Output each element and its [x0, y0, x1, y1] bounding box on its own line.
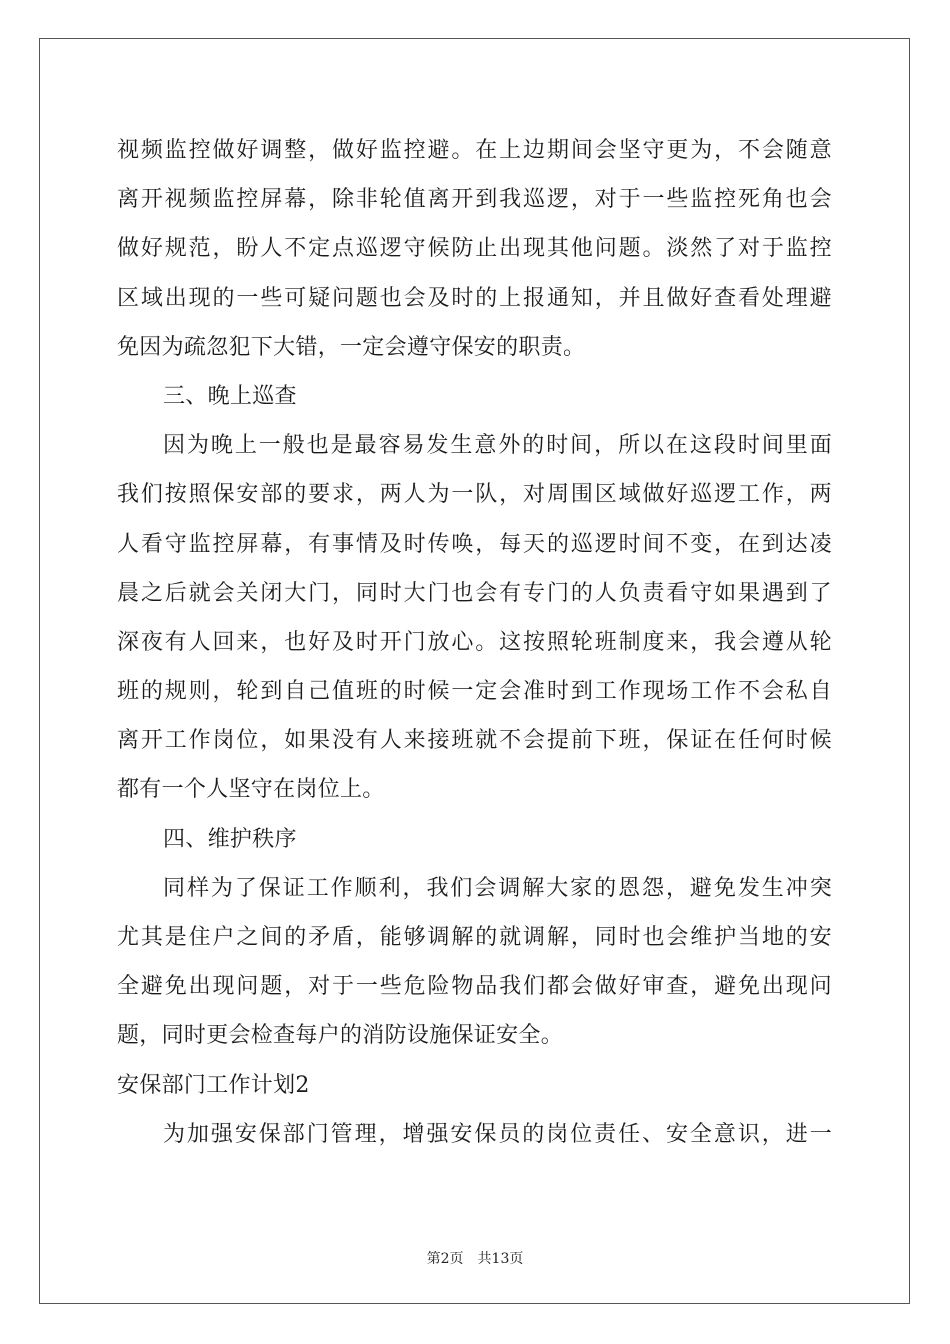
heading-maintain-order: 四、维护秩序: [163, 826, 297, 852]
paragraph-line: 我们按照保安部的要求，两人为一队，对周围区域做好巡逻工作，两: [117, 482, 832, 508]
paragraph-line: 离开视频监控屏幕，除非轮值离开到我巡逻，对于一些监控死角也会: [117, 187, 832, 213]
paragraph-line: 人看守监控屏幕，有事情及时传唤，每天的巡逻时间不变，在到达凌: [117, 531, 832, 557]
paragraph-line: 为加强安保部门管理，增强安保员的岗位责任、安全意识，进一: [163, 1121, 832, 1147]
page-footer: [0, 1248, 950, 1268]
paragraph-line: 视频监控做好调整，做好监控避。在上边期间会坚守更为，不会随意: [117, 138, 832, 163]
paragraph-line: 都有一个人坚守在岗位上。: [117, 777, 385, 803]
page-number: 第2页: [426, 1251, 464, 1267]
document-body: [117, 126, 832, 1159]
total-pages: 共13页: [477, 1251, 524, 1267]
heading-night-patrol: 三、晚上巡查: [163, 383, 297, 409]
section-title: 安保部门工作计划2: [117, 1072, 310, 1098]
paragraph-line: 尤其是住户之间的矛盾，能够调解的就调解，同时也会维护当地的安: [117, 925, 832, 950]
paragraph-line: 区域出现的一些可疑问题也会及时的上报通知，并且做好查看处理避: [117, 285, 832, 311]
paragraph-line: 离开工作岗位，如果没有人来接班就不会提前下班，保证在任何时候: [117, 728, 832, 754]
paragraph-line: 做好规范，盼人不定点巡逻守候防止出现其他问题。淡然了对于监控: [117, 236, 832, 262]
paragraph-line: 深夜有人回来，也好及时开门放心。这按照轮班制度来，我会遵从轮: [117, 629, 832, 655]
paragraph-line: 晨之后就会关闭大门，同时大门也会有专门的人负责看守如果遇到了: [117, 580, 832, 606]
paragraph-line: 题，同时更会检查每户的消防设施保证安全。: [117, 1023, 564, 1049]
paragraph-line: 班的规则，轮到自己值班的时候一定会准时到工作现场工作不会私自: [117, 679, 832, 705]
paragraph-line: 同样为了保证工作顺利，我们会调解大家的恩怨，避免发生冲突: [163, 875, 832, 901]
paragraph-line: 因为晚上一般也是最容易发生意外的时间，所以在这段时间里面: [163, 433, 832, 459]
paragraph-line: 免因为疏忽犯下大错，一定会遵守保安的职责。: [117, 334, 586, 360]
paragraph-line: 全避免出现问题，对于一些危险物品我们都会做好审查，避免出现问: [117, 974, 832, 1000]
